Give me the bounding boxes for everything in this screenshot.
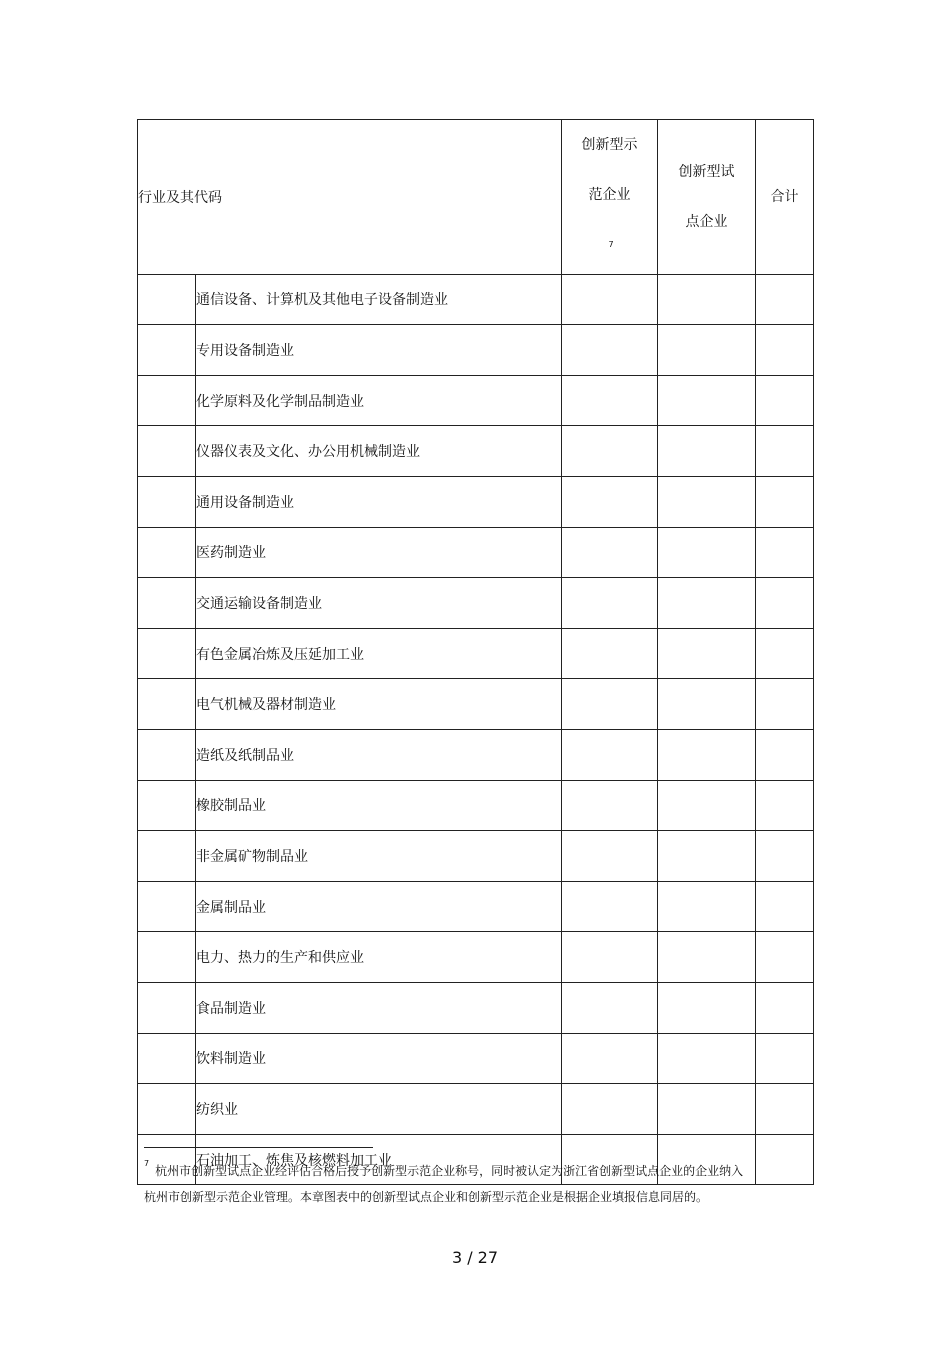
table-row [138,578,814,629]
cell-total [756,982,814,1033]
cell-industry-name: 通用设备制造业 [196,477,562,528]
table-row [138,477,814,528]
cell-total [756,730,814,781]
cell-pilot-count [658,1084,756,1135]
cell-pilot-count [658,730,756,781]
cell-total [756,1134,814,1185]
cell-pilot-count [658,527,756,578]
table-row [138,274,814,325]
cell-demo-count [562,578,658,629]
table-row [138,325,814,376]
table-row [138,1033,814,1084]
cell-industry-name: 饮料制造业 [196,1033,562,1084]
cell-code [138,1033,196,1084]
cell-pilot-count [658,325,756,376]
cell-total [756,578,814,629]
cell-total [756,932,814,983]
cell-code [138,375,196,426]
cell-demo-count [562,274,658,325]
page-number: 3 / 27 [451,1248,499,1267]
cell-pilot-count [658,1033,756,1084]
cell-industry-name: 电气机械及器材制造业 [196,679,562,730]
header-pilot-line1: 创新型试 [678,163,735,180]
cell-demo-count [562,325,658,376]
cell-demo-count [562,780,658,831]
cell-code [138,730,196,781]
cell-pilot-count [658,477,756,528]
footnote [144,1158,744,1210]
cell-total [756,628,814,679]
cell-code [138,477,196,528]
cell-pilot-count [658,831,756,882]
cell-industry-name: 通信设备、计算机及其他电子设备制造业 [196,274,562,325]
cell-pilot-count [658,881,756,932]
table-row [138,932,814,983]
cell-demo-count [562,375,658,426]
footnote-marker: 7 [608,240,614,249]
cell-code [138,527,196,578]
cell-total [756,881,814,932]
cell-code [138,274,196,325]
cell-total [756,274,814,325]
table-row [138,375,814,426]
cell-total [756,1084,814,1135]
cell-code [138,881,196,932]
cell-industry-name: 石油加工、炼焦及核燃料加工业 [196,1134,562,1185]
cell-demo-count [562,881,658,932]
industry-table [137,119,814,1185]
header-demo-line1: 创新型示 [581,137,638,153]
cell-demo-count [562,1084,658,1135]
cell-industry-name: 电力、热力的生产和供应业 [196,932,562,983]
table-row [138,527,814,578]
cell-industry-name: 医药制造业 [196,527,562,578]
cell-total [756,831,814,882]
table-row [138,730,814,781]
cell-code [138,932,196,983]
header-industry-label: 行业及其代码 [138,120,562,275]
cell-demo-count [562,730,658,781]
header-demo-enterprise [562,120,658,275]
cell-industry-name: 橡胶制品业 [196,780,562,831]
cell-total [756,426,814,477]
cell-code [138,578,196,629]
table-row [138,881,814,932]
cell-code [138,325,196,376]
cell-pilot-count [658,375,756,426]
cell-industry-name: 非金属矿物制品业 [196,831,562,882]
cell-demo-count [562,1033,658,1084]
cell-total [756,477,814,528]
cell-total [756,325,814,376]
cell-pilot-count [658,274,756,325]
cell-demo-count [562,982,658,1033]
cell-pilot-count [658,932,756,983]
header-demo-line2-text: 范企业 [588,187,631,203]
table-row [138,426,814,477]
cell-total [756,527,814,578]
header-total: 合计 [756,120,814,275]
cell-total [756,679,814,730]
cell-industry-name: 造纸及纸制品业 [196,730,562,781]
table-row [138,982,814,1033]
cell-code [138,426,196,477]
cell-total [756,375,814,426]
table-body [138,274,814,1185]
cell-industry-name: 食品制造业 [196,982,562,1033]
cell-demo-count [562,426,658,477]
cell-demo-count [562,932,658,983]
cell-pilot-count [658,628,756,679]
header-demo-line2 [562,170,657,274]
table-row [138,780,814,831]
cell-code [138,628,196,679]
cell-pilot-count [658,426,756,477]
cell-industry-name: 交通运输设备制造业 [196,578,562,629]
cell-pilot-count [658,578,756,629]
cell-total [756,1033,814,1084]
cell-pilot-count [658,780,756,831]
cell-demo-count [562,831,658,882]
footnote-mark: 7 [144,1159,150,1168]
table-row [138,679,814,730]
table-row [138,831,814,882]
cell-demo-count [562,477,658,528]
cell-demo-count [562,679,658,730]
footnote-text: 杭州市创新型试点企业经评估合格后授予创新型示范企业称号，同时被认定为浙江省创新型试点企业的企业纳入杭州市创新型示范企业管理。本章图表中的创新型试点企业和创新型示范企业是根据企业填报信息同居的。 [144,1164,744,1204]
cell-code [138,982,196,1033]
cell-industry-name: 金属制品业 [196,881,562,932]
cell-code [138,831,196,882]
table-row [138,1084,814,1135]
cell-industry-name: 化学原料及化学制品制造业 [196,375,562,426]
header-pilot-line2: 点企业 [685,213,728,230]
cell-industry-name: 专用设备制造业 [196,325,562,376]
cell-demo-count [562,628,658,679]
table-row [138,628,814,679]
cell-code [138,1084,196,1135]
cell-code [138,780,196,831]
cell-industry-name: 仪器仪表及文化、办公用机械制造业 [196,426,562,477]
cell-industry-name: 有色金属冶炼及压延加工业 [196,628,562,679]
cell-industry-name: 纺织业 [196,1084,562,1135]
cell-code [138,679,196,730]
cell-pilot-count [658,679,756,730]
table-header-row [138,120,814,275]
cell-pilot-count [658,982,756,1033]
cell-total [756,780,814,831]
footnote-divider [144,1147,373,1148]
cell-demo-count [562,527,658,578]
header-pilot-enterprise [658,120,756,275]
